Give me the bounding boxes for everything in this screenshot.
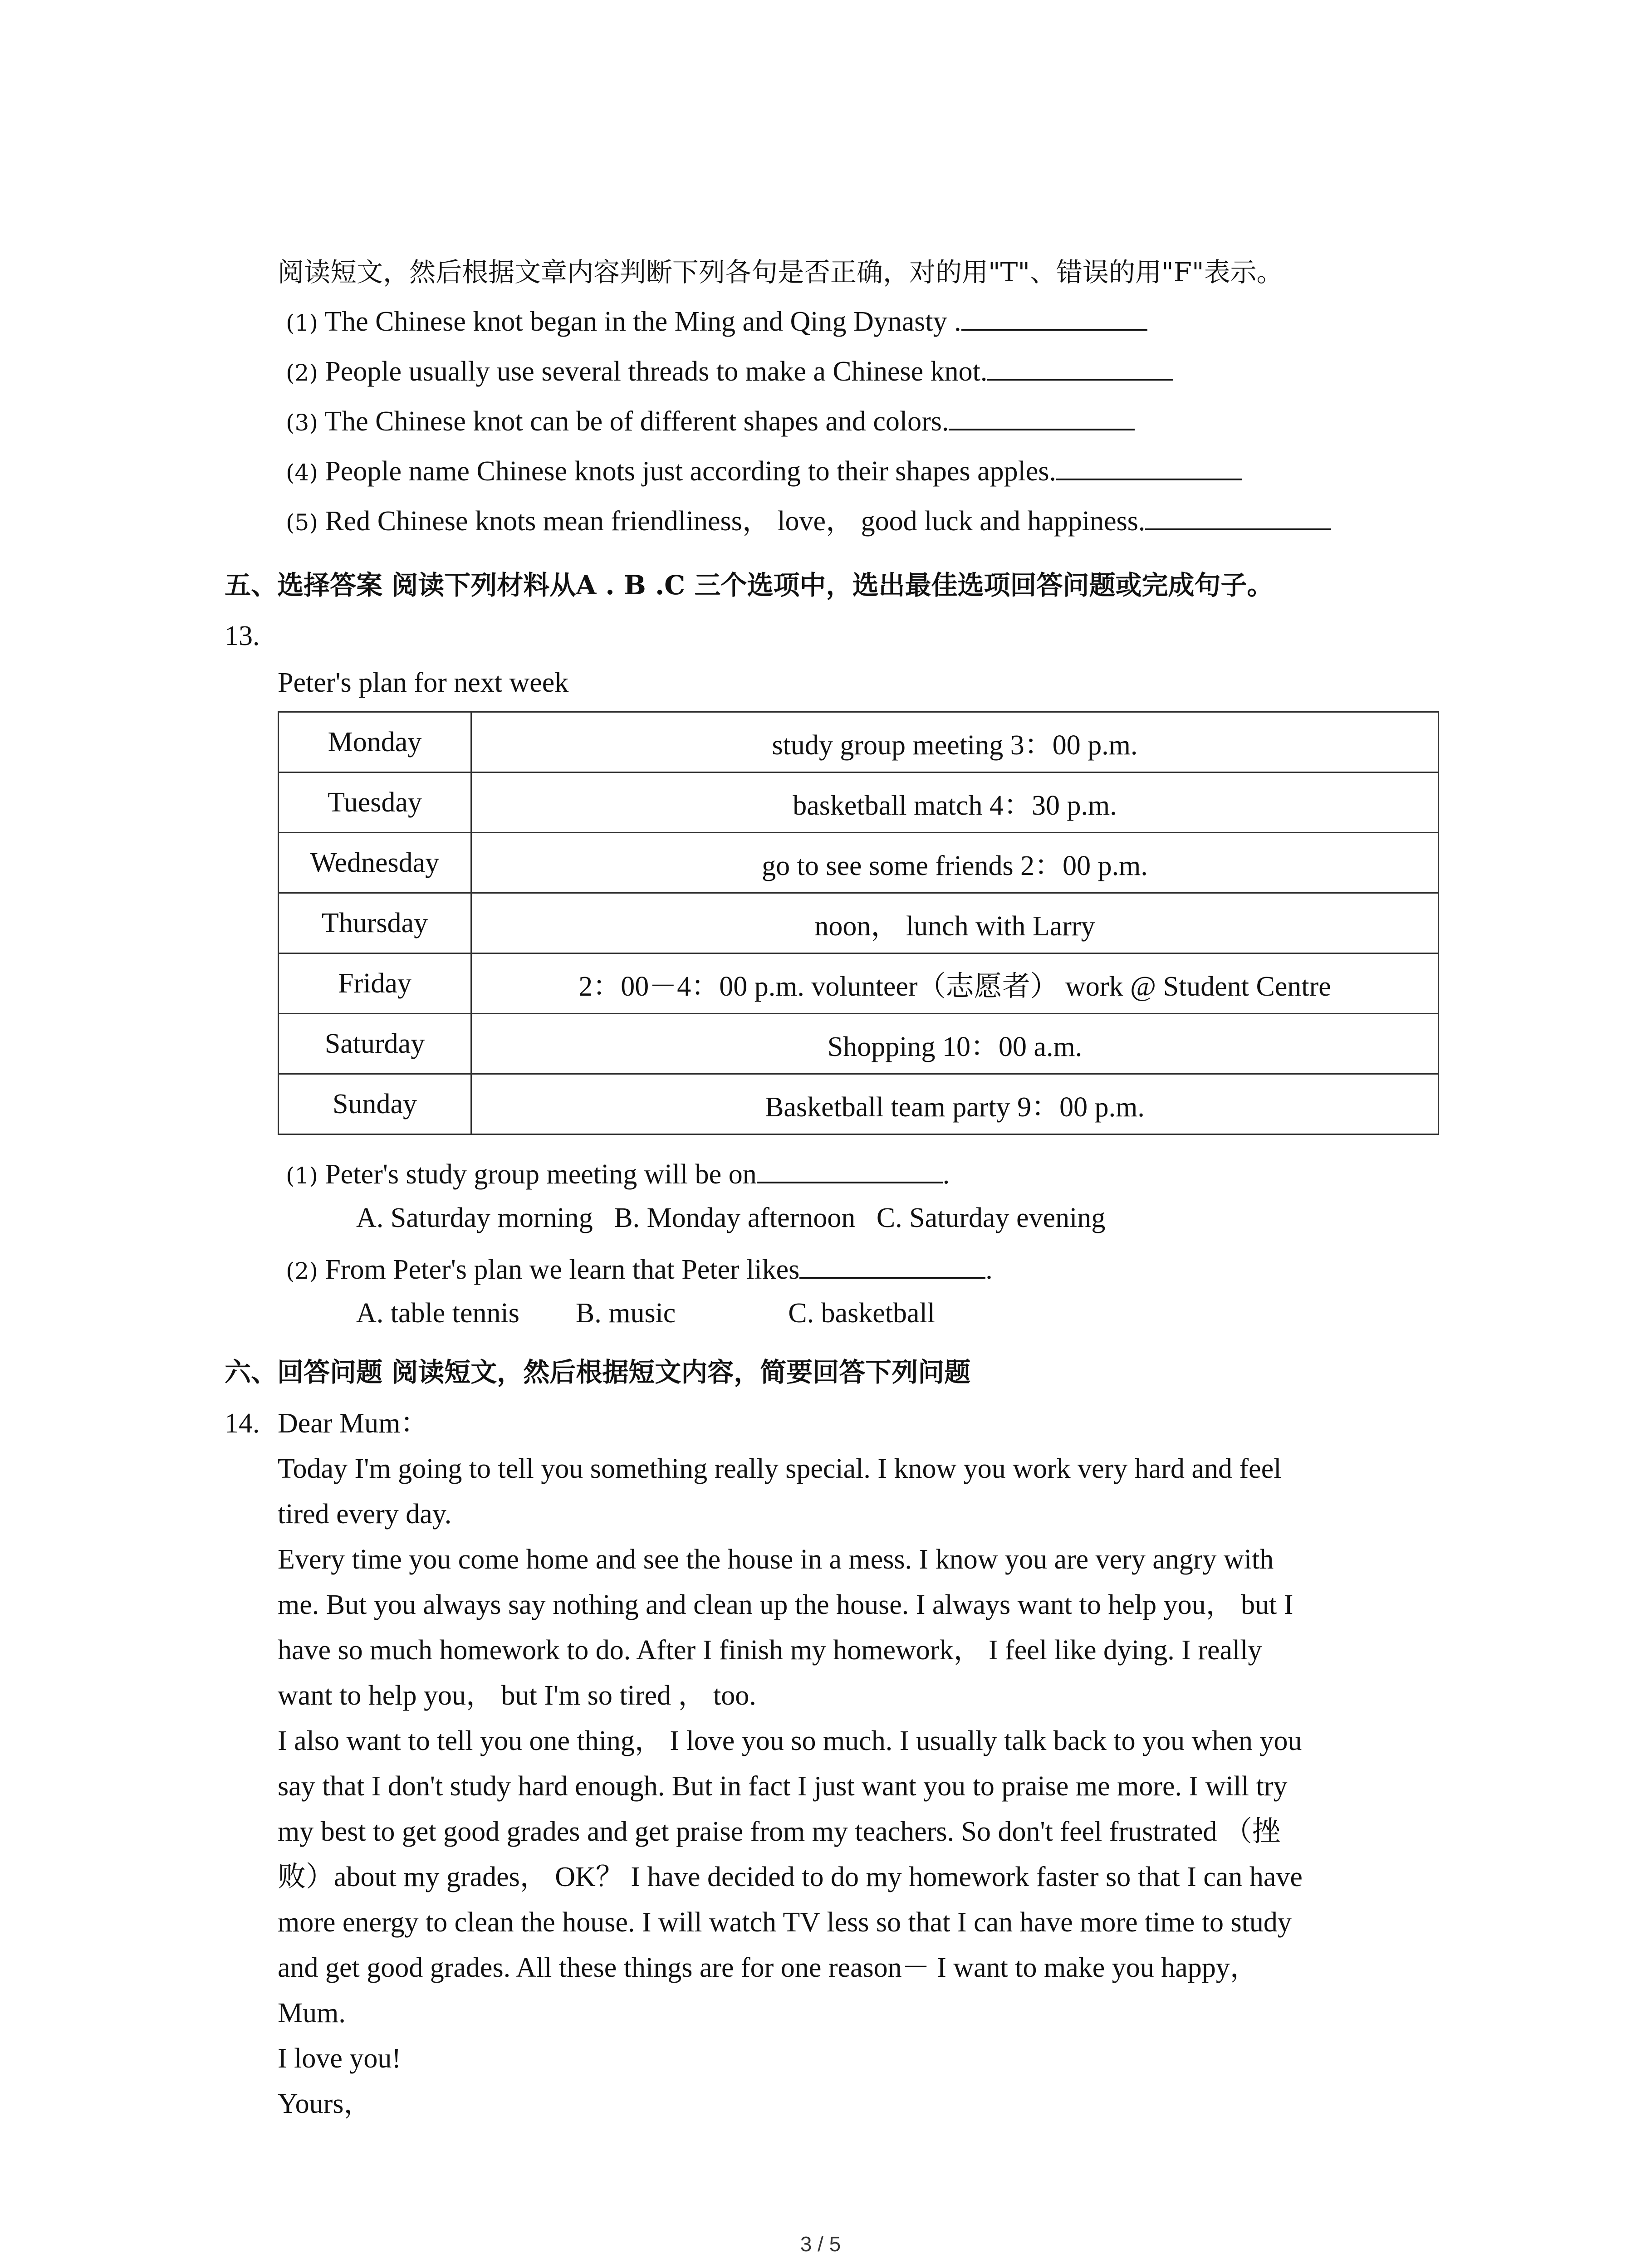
- mc-options-1: A. Saturday morning B. Monday afternoon C. Saturday evening: [356, 1202, 1106, 1233]
- letter-line: me. But you always say nothing and clean up the house. I always want to help you， but I: [278, 1589, 1293, 1620]
- table-row: [279, 1074, 1439, 1134]
- day-cell: Wednesday: [279, 833, 471, 893]
- letter-line: 败）about my grades， OK？ I have decided to do my homework faster so that I can have: [278, 1862, 1303, 1892]
- question-number: 14.: [225, 1408, 260, 1439]
- letter-line: Yours，: [278, 2088, 372, 2119]
- answer-blank[interactable]: [1056, 451, 1242, 480]
- item-number: (5): [286, 509, 318, 536]
- tf-item-1: [286, 302, 1147, 341]
- day-cell: Friday: [279, 953, 471, 1014]
- item-text: The Chinese knot can be of different shapes and colors.: [324, 406, 949, 437]
- table-row: [279, 833, 1439, 893]
- question-end: .: [942, 1159, 950, 1190]
- plan-table: [278, 711, 1439, 1135]
- item-text: The Chinese knot began in the Ming and Qing Dynasty .: [324, 306, 961, 337]
- answer-blank[interactable]: [987, 352, 1173, 381]
- table-row: [279, 712, 1439, 772]
- question-stem: Peter's study group meeting will be on: [325, 1159, 757, 1190]
- letter-line: more energy to clean the house. I will watch TV less so that I can have more time to study: [278, 1907, 1292, 1938]
- item-text: People name Chinese knots just according to their shapes apples.: [325, 456, 1056, 487]
- item-number: (3): [286, 410, 318, 436]
- activity-cell: go to see some friends 2：00 p.m.: [471, 833, 1439, 893]
- table-row: [279, 772, 1439, 833]
- day-cell: Monday: [279, 712, 471, 772]
- mc-options-2: A. table tennis B. music C. basketball: [356, 1298, 936, 1329]
- tf-item-2: [286, 352, 1173, 391]
- activity-cell: 2：00－4：00 p.m. volunteer（志愿者） work @ Student Centre: [471, 953, 1439, 1014]
- section5-heading: 五、选择答案 阅读下列材料从A . B .C 三个选项中，选出最佳选项回答问题或完成句子。: [225, 570, 1274, 601]
- letter-line: have so much homework to do. After I finish my homework， I feel like dying. I really: [278, 1635, 1262, 1666]
- table-row: [279, 893, 1439, 953]
- question-number: 13.: [225, 621, 260, 651]
- letter-line: tired every day.: [278, 1499, 452, 1530]
- plan-title: Peter's plan for next week: [278, 667, 569, 698]
- tf-item-3: [286, 401, 1135, 441]
- day-cell: Thursday: [279, 893, 471, 953]
- letter-line: Every time you come home and see the house in a mess. I know you are very angry with: [278, 1544, 1274, 1575]
- activity-cell: Basketball team party 9：00 p.m.: [471, 1074, 1439, 1134]
- answer-blank[interactable]: [757, 1154, 943, 1183]
- item-number: (1): [286, 310, 318, 336]
- letter-line: I also want to tell you one thing， I love you so much. I usually talk back to you when you: [278, 1725, 1302, 1756]
- letter-line: Today I'm going to tell you something really special. I know you work very hard and feel: [278, 1453, 1282, 1484]
- item-number: (2): [286, 360, 318, 386]
- letter-line: my best to get good grades and get praise from my teachers. So don't feel frustrated （挫: [278, 1816, 1280, 1847]
- item-number: (1): [286, 1163, 318, 1189]
- letter-greeting: Dear Mum：: [278, 1408, 429, 1439]
- mc-question-2: [286, 1250, 993, 1289]
- question-stem: From Peter's plan we learn that Peter likes: [325, 1254, 800, 1285]
- answer-blank[interactable]: [799, 1250, 985, 1279]
- activity-cell: noon， lunch with Larry: [471, 893, 1439, 953]
- day-cell: Saturday: [279, 1014, 471, 1074]
- letter-line: Mum.: [278, 1998, 346, 2028]
- section4-instruction: 阅读短文，然后根据文章内容判断下列各句是否正确，对的用"T"、错误的用"F"表示。: [278, 257, 1283, 288]
- activity-cell: basketball match 4：30 p.m.: [471, 772, 1439, 833]
- question-end: .: [985, 1254, 993, 1285]
- activity-cell: Shopping 10：00 a.m.: [471, 1014, 1439, 1074]
- day-cell: Sunday: [279, 1074, 471, 1134]
- tf-item-4: [286, 451, 1242, 491]
- activity-cell: study group meeting 3：00 p.m.: [471, 712, 1439, 772]
- item-number: (2): [286, 1258, 318, 1284]
- day-cell: Tuesday: [279, 772, 471, 833]
- tf-item-5: [286, 501, 1331, 541]
- page-number: 3 / 5: [800, 2232, 841, 2256]
- section6-heading: 六、回答问题 阅读短文，然后根据短文内容，简要回答下列问题: [225, 1357, 971, 1388]
- item-text: People usually use several threads to make a Chinese knot.: [325, 356, 988, 387]
- item-number: (4): [286, 459, 318, 486]
- table-row: [279, 953, 1439, 1014]
- answer-blank[interactable]: [1145, 501, 1331, 530]
- letter-line: want to help you， but I'm so tired ， too.: [278, 1680, 756, 1711]
- answer-blank[interactable]: [949, 401, 1135, 430]
- table-row: [279, 1014, 1439, 1074]
- item-text: Red Chinese knots mean friendliness， love， good luck and happiness.: [325, 506, 1146, 537]
- letter-line: say that I don't study hard enough. But in fact I just want you to praise me more. I will try: [278, 1771, 1288, 1802]
- answer-blank[interactable]: [961, 302, 1147, 331]
- letter-line: and get good grades. All these things are for one reason－ I want to make you happy，: [278, 1952, 1258, 1983]
- letter-line: I love you!: [278, 2043, 402, 2074]
- mc-question-1: [286, 1154, 950, 1194]
